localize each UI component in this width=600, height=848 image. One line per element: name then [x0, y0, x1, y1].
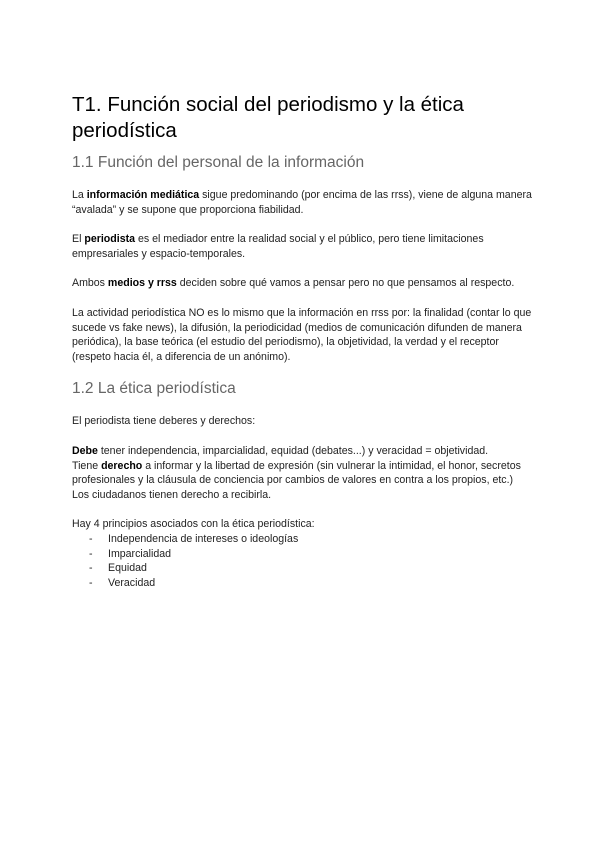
- list-item: - Equidad: [72, 561, 532, 576]
- bold-term: información mediática: [86, 189, 200, 201]
- paragraph-medios-rrss: [72, 276, 532, 291]
- document-page: [72, 92, 532, 590]
- text: deciden sobre qué vamos a pensar pero no que pensamos al respecto.: [176, 277, 515, 290]
- text: a informar y la libertad de expresión (sin vulnerar la intimidad, el honor, secretos profesionales y la cláusula de conciencia por cambios de valores en contra a los propios, etc.): [72, 459, 521, 487]
- paragraph-informacion-mediatica: [72, 188, 532, 217]
- list-item: - Veracidad: [72, 576, 532, 591]
- list-item: - Independencia de intereses o ideologías: [72, 532, 532, 547]
- bold-term: derecho: [101, 459, 143, 472]
- text: El: [72, 233, 85, 246]
- text: tener independencia, imparcialidad, equidad (debates...) y veracidad = objetividad.: [97, 444, 489, 457]
- paragraph-principios-intro: Hay 4 principios asociados con la ética periodística:: [72, 518, 315, 531]
- principles-list: [72, 532, 532, 590]
- paragraph-deberes-derechos: El periodista tiene deberes y derechos:: [72, 415, 256, 428]
- section-heading-1-1: 1.1 Función del personal de la información: [72, 154, 365, 171]
- paragraph-periodista: [72, 232, 532, 261]
- bold-term: medios y rrss: [107, 277, 177, 290]
- text: sigue predominando (por encima de las rrss), viene de alguna manera “avalada” y se supone que proporciona fiabilidad.: [72, 189, 532, 216]
- section-heading-1-2: 1.2 La ética periodística: [72, 380, 236, 398]
- paragraph-actividad-periodistica: La actividad periodística NO es lo mismo que la información en rrss por: la finalidad (contar lo que sucede vs fake news), la difusión, la periodicidad (medios de comunicación difunden de manera periódica), la base teórica (el estudio del periodismo), la objetividad, la verdad y el receptor (respeto hacia él, a diferencia de un anónimo).: [72, 306, 532, 363]
- text: Los ciudadanos tienen derecho a recibirla.: [72, 488, 272, 501]
- list-item: - Imparcialidad: [72, 547, 532, 562]
- bold-term: Debe: [72, 444, 98, 457]
- page-title: T1. Función social del periodismo y la ética periodística: [72, 93, 464, 142]
- bold-term: periodista: [84, 233, 136, 246]
- text: es el mediador entre la realidad social y el público, pero tiene limitaciones empresariales y espacio-temporales.: [72, 233, 484, 260]
- text: Ambos: [72, 277, 108, 290]
- paragraph-debe-derecho: [72, 444, 532, 502]
- text: La: [72, 189, 87, 201]
- text: Tiene: [72, 459, 102, 472]
